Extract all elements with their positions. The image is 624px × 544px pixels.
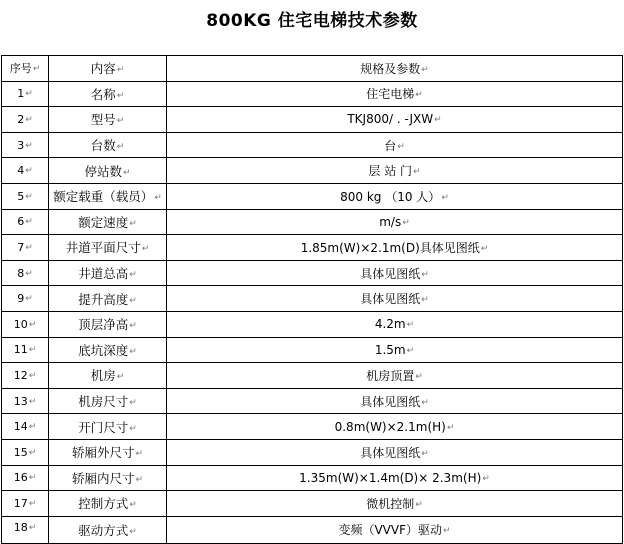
spec-value-cell-text: 机房顶置 <box>366 368 415 383</box>
spec-value-cell <box>167 414 623 440</box>
paragraph-mark: ↵ <box>116 116 125 127</box>
paragraph-mark: ↵ <box>135 474 144 485</box>
paragraph-mark: ↵ <box>28 345 37 356</box>
table-row <box>2 235 623 261</box>
row-number-cell-text: 7 <box>17 240 25 254</box>
paragraph-mark: ↵ <box>25 89 33 100</box>
paragraph-mark: ↵ <box>28 422 37 433</box>
paragraph-mark: ↵ <box>25 191 33 202</box>
row-number-cell <box>2 209 49 235</box>
row-number-cell-text: 13 <box>13 394 28 408</box>
paragraph-mark: ↵ <box>402 217 410 228</box>
item-name-cell-text: 轿厢内尺寸 <box>71 470 135 486</box>
table-row <box>2 414 623 440</box>
spec-value-cell <box>167 286 623 312</box>
paragraph-mark: ↵ <box>141 244 150 255</box>
row-number-cell-text: 18 <box>13 520 28 534</box>
header-cell-item: 内容↵ <box>49 56 167 82</box>
item-name-cell <box>49 183 167 209</box>
table-row <box>2 491 623 517</box>
row-number-cell-text: 8 <box>17 266 25 280</box>
item-name-cell-text: 机房 <box>90 368 116 384</box>
row-number-cell <box>2 107 49 133</box>
spec-value-cell <box>167 337 623 363</box>
paragraph-mark: ↵ <box>441 192 449 203</box>
item-name-cell <box>49 286 167 312</box>
table-row <box>2 388 623 414</box>
paragraph-mark: ↵ <box>154 193 162 204</box>
row-number-cell-text: 12 <box>13 368 28 382</box>
spec-value-cell-text: 住宅电梯 <box>366 87 415 102</box>
row-number-cell-text: 6 <box>17 215 25 229</box>
paragraph-mark: ↵ <box>28 370 37 381</box>
row-number-cell <box>2 465 49 491</box>
item-name-cell <box>49 439 167 465</box>
table-row <box>2 465 623 491</box>
paragraph-mark: ↵ <box>446 422 455 433</box>
spec-value-cell-text: 具体见图纸 <box>360 266 421 281</box>
item-name-cell-text: 提升高度 <box>78 291 129 307</box>
item-name-cell-text: 名称 <box>90 86 116 102</box>
item-name-cell <box>49 465 167 491</box>
table-row <box>2 363 623 389</box>
table-row <box>2 260 623 286</box>
spec-value-cell-text: 具体见图纸 <box>360 445 421 460</box>
row-number-cell-text: 10 <box>13 317 28 331</box>
row-number-cell-text: 2 <box>17 112 25 126</box>
row-number-cell <box>2 158 49 184</box>
row-number-cell <box>2 132 49 158</box>
spec-value-cell-text: 800 kg （10 人） <box>340 189 441 204</box>
paragraph-mark: ↵ <box>135 449 144 460</box>
row-number-cell <box>2 388 49 414</box>
spec-value-cell <box>167 132 623 158</box>
item-name-cell <box>49 81 167 107</box>
spec-value-cell-text: 变频（VVVF）驱动 <box>338 522 442 537</box>
paragraph-mark: ↵ <box>25 217 33 228</box>
row-number-cell <box>2 414 49 440</box>
item-name-cell <box>49 209 167 235</box>
item-name-cell <box>49 388 167 414</box>
spec-value-cell <box>167 491 623 517</box>
paragraph-mark: ↵ <box>480 243 489 254</box>
spec-value-cell <box>167 209 623 235</box>
document-title: 800KG 住宅电梯技术参数 <box>206 11 418 31</box>
item-name-cell-text: 井道平面尺寸 <box>65 240 141 256</box>
table-row <box>2 81 623 107</box>
spec-value-cell <box>167 388 623 414</box>
item-name-cell-text: 井道总高 <box>78 266 129 282</box>
row-number-cell-text: 14 <box>13 420 28 434</box>
paragraph-mark: ↵ <box>25 166 33 177</box>
item-name-cell-text: 开门尺寸 <box>78 419 129 435</box>
paragraph-mark: ↵ <box>116 90 125 101</box>
item-name-cell <box>49 363 167 389</box>
paragraph-mark: ↵ <box>406 345 415 356</box>
row-number-cell <box>2 260 49 286</box>
item-name-cell-text: 驱动方式 <box>78 522 129 538</box>
paragraph-mark: ↵ <box>129 398 137 409</box>
table-header-row <box>2 56 623 82</box>
spec-value-cell <box>167 311 623 337</box>
spec-value-cell <box>167 183 623 209</box>
spec-value-cell-text: 1.35m(W)×1.4m(D)× 2.3m(H) <box>299 470 482 485</box>
paragraph-mark: ↵ <box>421 448 429 459</box>
row-number-cell <box>2 516 49 543</box>
table-row <box>2 209 623 235</box>
row-number-cell <box>2 235 49 261</box>
spec-value-cell-text: 1.5m <box>374 342 406 357</box>
item-name-cell <box>49 158 167 184</box>
spec-value-cell <box>167 439 623 465</box>
spec-table <box>1 55 623 544</box>
item-name-cell <box>49 491 167 517</box>
spec-value-cell-text: 1.85m(W)×2.1m(D)具体见图纸 <box>300 240 480 255</box>
spec-value-cell-text: 具体见图纸 <box>360 394 421 409</box>
row-number-cell <box>2 81 49 107</box>
spec-value-cell <box>167 465 623 491</box>
item-name-cell <box>49 516 167 543</box>
item-name-cell-text: 顶层净高 <box>78 317 129 333</box>
row-number-cell <box>2 286 49 312</box>
spec-value-cell <box>167 516 623 543</box>
row-number-cell-text: 5 <box>17 189 25 203</box>
paragraph-mark: ↵ <box>116 142 125 153</box>
item-name-cell-text: 型号 <box>90 112 116 128</box>
item-name-cell-text: 停站数 <box>84 163 122 179</box>
spec-value-cell <box>167 81 623 107</box>
spec-value-cell <box>167 158 623 184</box>
paragraph-mark: ↵ <box>25 242 33 253</box>
paragraph-mark: ↵ <box>406 320 415 331</box>
spec-value-cell-text: TKJ800/ . -JXW <box>347 112 434 127</box>
paragraph-mark: ↵ <box>129 321 137 332</box>
paragraph-mark: ↵ <box>28 396 37 407</box>
paragraph-mark: ↵ <box>129 346 137 357</box>
paragraph-mark: ↵ <box>25 268 33 279</box>
spec-value-cell <box>167 235 623 261</box>
table-row <box>2 286 623 312</box>
paragraph-mark: ↵ <box>28 447 37 458</box>
row-number-cell <box>2 337 49 363</box>
paragraph-mark: ↵ <box>397 141 405 152</box>
item-name-cell-text: 额定速度 <box>78 214 129 230</box>
table-row <box>2 158 623 184</box>
item-name-cell-text: 轿厢外尺寸 <box>71 445 135 461</box>
item-name-cell <box>49 107 167 133</box>
paragraph-mark: ↵ <box>25 294 33 305</box>
paragraph-mark: ↵ <box>421 397 429 408</box>
item-name-cell-text: 控制方式 <box>78 496 129 512</box>
row-number-cell <box>2 183 49 209</box>
row-number-cell-text: 15 <box>13 445 28 459</box>
paragraph-mark: ↵ <box>434 115 442 126</box>
item-name-cell-text: 底坑深度 <box>78 342 129 358</box>
paragraph-mark: ↵ <box>421 269 429 280</box>
paragraph-mark: ↵ <box>442 525 451 536</box>
item-name-cell <box>49 260 167 286</box>
row-number-cell-text: 9 <box>17 292 25 306</box>
paragraph-mark: ↵ <box>413 167 421 178</box>
paragraph-mark: ↵ <box>122 167 131 178</box>
item-name-cell <box>49 311 167 337</box>
table-row <box>2 183 623 209</box>
item-name-cell-text: 机房尺寸 <box>78 394 129 410</box>
row-number-cell <box>2 439 49 465</box>
paragraph-mark: ↵ <box>129 526 137 537</box>
spec-value-cell-text: 具体见图纸 <box>360 292 421 307</box>
item-name-cell <box>49 132 167 158</box>
paragraph-mark: ↵ <box>25 114 33 125</box>
paragraph-mark: ↵ <box>116 372 125 383</box>
item-name-cell <box>49 235 167 261</box>
spec-value-cell <box>167 260 623 286</box>
spec-value-cell <box>167 363 623 389</box>
paragraph-mark: ↵ <box>28 319 37 330</box>
item-name-cell-text: 额定载重（载员） <box>53 189 154 205</box>
table-row <box>2 439 623 465</box>
row-number-cell-text: 17 <box>13 496 28 510</box>
row-number-cell-text: 16 <box>13 471 28 485</box>
paragraph-mark: ↵ <box>28 522 37 533</box>
paragraph-mark: ↵ <box>25 140 33 151</box>
paragraph-mark: ↵ <box>129 423 137 434</box>
item-name-cell-text: 台数 <box>90 138 116 154</box>
row-number-cell-text: 3 <box>17 138 25 152</box>
paragraph-mark: ↵ <box>28 473 37 484</box>
spec-value-cell-text: 微机控制 <box>366 496 415 511</box>
paragraph-mark: ↵ <box>28 498 37 509</box>
row-number-cell-text: 11 <box>13 343 28 357</box>
row-number-cell <box>2 311 49 337</box>
paragraph-mark: ↵ <box>129 295 137 306</box>
spec-value-cell-text: 0.8m(W)×2.1m(H) <box>334 419 446 434</box>
table-row <box>2 311 623 337</box>
item-name-cell <box>49 337 167 363</box>
spec-value-cell-text: m/s <box>379 214 402 229</box>
paragraph-mark: ↵ <box>129 500 137 511</box>
paragraph-mark: ↵ <box>482 473 490 484</box>
spec-value-cell-text: 台 <box>384 138 397 153</box>
paragraph-mark: ↵ <box>129 218 137 229</box>
table-row <box>2 337 623 363</box>
table-row <box>2 132 623 158</box>
row-number-cell-text: 1 <box>17 87 25 101</box>
row-number-cell <box>2 491 49 517</box>
row-number-cell <box>2 363 49 389</box>
paragraph-mark: ↵ <box>415 90 423 101</box>
spec-value-cell-text: 层 站 门 <box>368 164 413 179</box>
table-row <box>2 107 623 133</box>
item-name-cell <box>49 414 167 440</box>
spec-value-cell-text: 4.2m <box>374 317 406 332</box>
paragraph-mark: ↵ <box>129 270 137 281</box>
paragraph-mark: ↵ <box>415 499 423 510</box>
spec-value-cell <box>167 107 623 133</box>
header-cell-spec: 规格及参数↵ <box>167 56 623 82</box>
row-number-cell-text: 4 <box>17 164 25 178</box>
paragraph-mark: ↵ <box>421 295 429 306</box>
table-row <box>2 516 623 543</box>
header-cell-no: 序号↵ <box>2 56 49 82</box>
paragraph-mark: ↵ <box>415 371 423 382</box>
